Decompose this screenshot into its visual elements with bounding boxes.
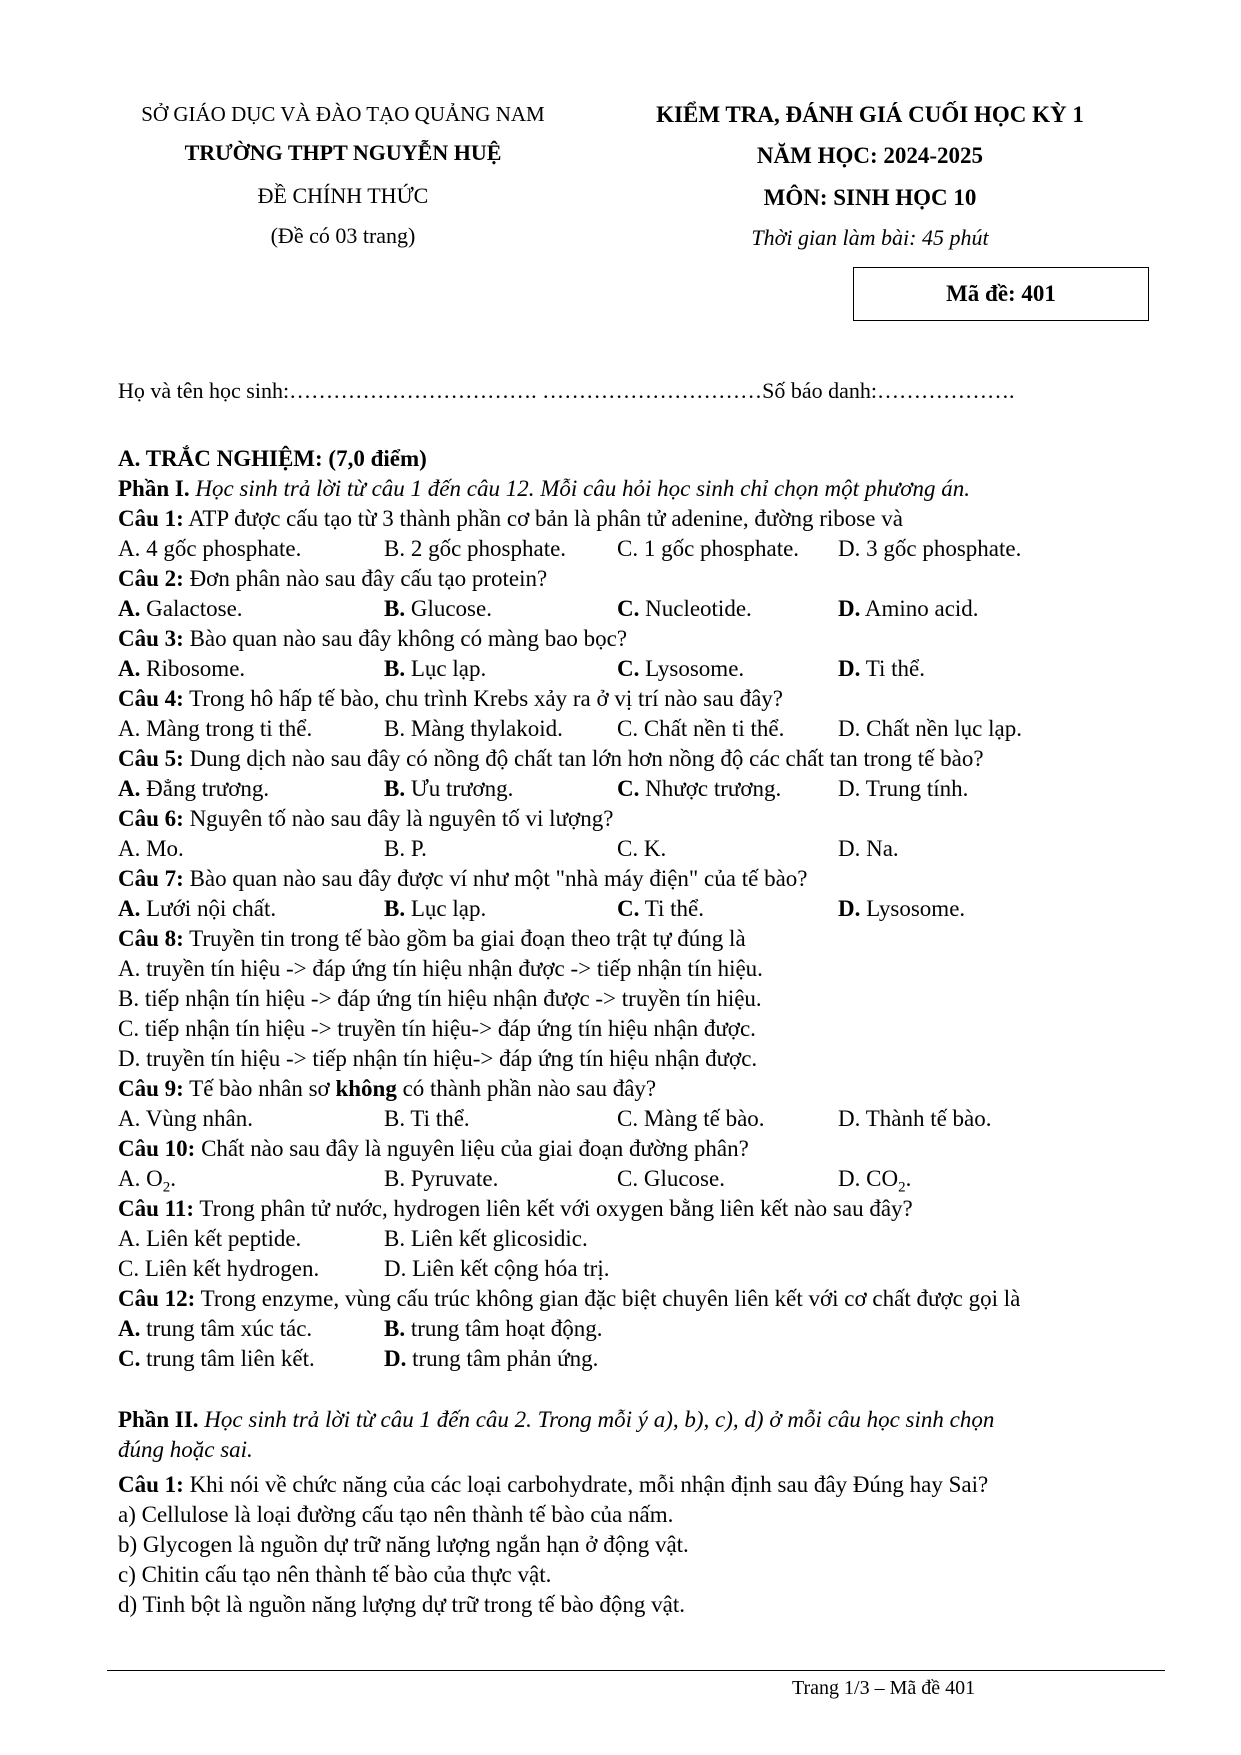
- q10-option-b: B. Pyruvate.: [384, 1166, 499, 1191]
- question-text: Dung dịch nào sau đây có nồng độ chất tan lớn hơn nồng độ các chất tan trong tế bào?: [189, 746, 984, 771]
- question-text: Khi nói về chức năng của các loại carbohydrate, mỗi nhận định sau đây Đúng hay Sai?: [189, 1472, 989, 1497]
- q4-option-b: B. Màng thylakoid.: [384, 716, 563, 741]
- q12-option-b: B. trung tâm hoạt động.: [384, 1316, 603, 1341]
- exam-code-box: [853, 267, 1149, 321]
- question-label: Câu 7:: [118, 866, 184, 891]
- question-label: Câu 1:: [118, 506, 184, 531]
- q4-option-c: C. Chất nền ti thể.: [617, 716, 785, 741]
- q5-option-b: B. Ưu trương.: [384, 776, 514, 801]
- part2-instruction-line1: [118, 1405, 994, 1435]
- q10-option-c: C. Glucose.: [617, 1166, 725, 1191]
- q2-option-c: C. Nucleotide.: [617, 596, 752, 621]
- q1-option-a: A. 4 gốc phosphate.: [118, 536, 302, 561]
- q5-option-c: C. Nhược trương.: [617, 776, 782, 801]
- part2-q1-statement-d: d) Tinh bột là nguồn năng lượng dự trữ trong tế bào động vật.: [118, 1592, 686, 1617]
- q9-option-b: B. Ti thể.: [384, 1106, 470, 1131]
- part1-instruction: [118, 474, 970, 504]
- q7-option-b: B. Lục lạp.: [384, 896, 487, 921]
- student-info-line: Họ và tên học sinh:……………………………. …………………………Số báo danh:……………….: [118, 378, 1015, 403]
- subject: MÔN: SINH HỌC 10: [763, 185, 977, 210]
- exam-code: Mã đề: 401: [946, 281, 1056, 306]
- q2-option-d: D. Amino acid.: [838, 596, 979, 621]
- question-text: Đơn phân nào sau đây cấu tạo protein?: [189, 566, 548, 591]
- part2-q1-statement-a: a) Cellulose là loại đường cấu tạo nên thành tế bào của nấm.: [118, 1502, 674, 1527]
- q6-option-c: C. K.: [617, 836, 667, 861]
- question-text: Trong enzyme, vùng cấu trúc không gian đặc biệt chuyên liên kết với cơ chất được gọi là: [200, 1286, 1021, 1311]
- footer-divider: [107, 1670, 1165, 1671]
- q2-option-a: A. Galactose.: [118, 596, 243, 621]
- question-label: Câu 6:: [118, 806, 184, 831]
- q7-option-d: D. Lysosome.: [838, 896, 966, 921]
- question-label: Câu 2:: [118, 566, 184, 591]
- question-text: Bào quan nào sau đây không có màng bao bọc?: [189, 626, 628, 651]
- question-text-post: có thành phần nào sau đây?: [402, 1076, 657, 1101]
- part2-instruction-line2: đúng hoặc sai.: [118, 1437, 253, 1462]
- q1-option-d: D. 3 gốc phosphate.: [838, 536, 1022, 561]
- q11-option-a: A. Liên kết peptide.: [118, 1226, 302, 1251]
- q11-option-b: B. Liên kết glicosidic.: [384, 1226, 588, 1251]
- q9-option-d: D. Thành tế bào.: [838, 1106, 992, 1131]
- q4-option-d: D. Chất nền lục lạp.: [838, 716, 1022, 741]
- question-6: [118, 804, 613, 834]
- question-2: [118, 564, 547, 594]
- question-label: Câu 11:: [118, 1196, 195, 1221]
- q12-option-d: D. trung tâm phản ứng.: [384, 1346, 599, 1371]
- q3-option-a: A. Ribosome.: [118, 656, 246, 681]
- q7-option-a: A. Lưới nội chất.: [118, 896, 277, 921]
- official-label: ĐỀ CHÍNH THỨC: [257, 183, 429, 208]
- question-label: Câu 10:: [118, 1136, 196, 1161]
- q9-option-a: A. Vùng nhân.: [118, 1106, 254, 1131]
- q3-option-d: D. Ti thể.: [838, 656, 925, 681]
- question-text: ATP được cấu tạo từ 3 thành phần cơ bản là phân tử adenine, đường ribose và: [188, 506, 903, 531]
- q6-option-d: D. Na.: [838, 836, 899, 861]
- q10-option-a: A. $O_2$.: [118, 1166, 176, 1196]
- q6-option-a: A. Mo.: [118, 836, 184, 861]
- question-text: Nguyên tố nào sau đây là nguyên tố vi lượng?: [189, 806, 614, 831]
- q5-option-d: D. Trung tính.: [838, 776, 969, 801]
- question-text: Truyền tin trong tế bào gồm ba giai đoạn theo trật tự đúng là: [189, 926, 746, 951]
- part2-text: Học sinh trả lời từ câu 1 đến câu 2. Trong mỗi ý a), b), c), d) ở mỗi câu học sinh chọn: [204, 1407, 995, 1432]
- question-text: Bào quan nào sau đây được ví như một "nhà máy điện" của tế bào?: [189, 866, 808, 891]
- part1-label: Phần I.: [118, 476, 190, 501]
- question-text: Trong phân tử nước, hydrogen liên kết với oxygen bằng liên kết nào sau đây?: [199, 1196, 913, 1221]
- q7-option-c: C. Ti thể.: [617, 896, 704, 921]
- q8-option-d: D. truyền tín hiệu -> tiếp nhận tín hiệu-> đáp ứng tín hiệu nhận được.: [118, 1046, 758, 1071]
- q11-option-c: C. Liên kết hydrogen.: [118, 1256, 320, 1281]
- school-name: TRƯỜNG THPT NGUYỄN HUỆ: [184, 140, 502, 165]
- question-5: [118, 744, 984, 774]
- q9-option-c: C. Màng tế bào.: [617, 1106, 765, 1131]
- exam-title: KIỂM TRA, ĐÁNH GIÁ CUỐI HỌC KỲ 1: [656, 102, 1084, 127]
- q5-option-a: A. Đẳng trương.: [118, 776, 270, 801]
- duration: Thời gian làm bài: 45 phút: [751, 225, 989, 250]
- part1-text: Học sinh trả lời từ câu 1 đến câu 12. Mỗi câu hỏi học sinh chỉ chọn một phương án.: [195, 476, 971, 501]
- question-1: [118, 504, 903, 534]
- question-9: [118, 1074, 656, 1104]
- question-label: Câu 5:: [118, 746, 184, 771]
- part2-q1-statement-b: b) Glycogen là nguồn dự trữ năng lượng ngắn hạn ở động vật.: [118, 1532, 689, 1557]
- q11-option-d: D. Liên kết cộng hóa trị.: [384, 1256, 610, 1281]
- question-label: Câu 1:: [118, 1472, 184, 1497]
- question-8: [118, 924, 746, 954]
- pages-note: (Đề có 03 trang): [270, 223, 416, 248]
- question-12: [118, 1284, 1020, 1314]
- q12-option-c: C. trung tâm liên kết.: [118, 1346, 315, 1371]
- part2-question-1: [118, 1470, 988, 1500]
- question-7: [118, 864, 808, 894]
- question-11: [118, 1194, 913, 1224]
- question-label: Câu 4:: [118, 686, 184, 711]
- question-label: Câu 8:: [118, 926, 184, 951]
- question-text: Chất nào sau đây là nguyên liệu của giai đoạn đường phân?: [201, 1136, 749, 1161]
- q8-option-a: A. truyền tín hiệu -> đáp ứng tín hiệu nhận được -> tiếp nhận tín hiệu.: [118, 956, 763, 981]
- q3-option-c: C. Lysosome.: [617, 656, 745, 681]
- question-3: [118, 624, 627, 654]
- question-text-pre: Tế bào nhân sơ: [189, 1076, 330, 1101]
- question-label: Câu 3:: [118, 626, 184, 651]
- question-text-emphasis: không: [335, 1076, 397, 1101]
- q6-option-b: B. P.: [384, 836, 427, 861]
- section-a-title: A. TRẮC NGHIỆM: (7,0 điểm): [118, 446, 427, 471]
- q4-option-a: A. Màng trong ti thể.: [118, 716, 313, 741]
- q8-option-c: C. tiếp nhận tín hiệu -> truyền tín hiệu-> đáp ứng tín hiệu nhận được.: [118, 1016, 756, 1041]
- q3-option-b: B. Lục lạp.: [384, 656, 487, 681]
- q12-option-a: A. trung tâm xúc tác.: [118, 1316, 313, 1341]
- q1-option-b: B. 2 gốc phosphate.: [384, 536, 567, 561]
- question-label: Câu 9:: [118, 1076, 184, 1101]
- part2-label: Phần II.: [118, 1407, 199, 1432]
- question-text: Trong hô hấp tế bào, chu trình Krebs xảy ra ở vị trí nào sau đây?: [189, 686, 784, 711]
- q8-option-b: B. tiếp nhận tín hiệu -> đáp ứng tín hiệu nhận được -> truyền tín hiệu.: [118, 986, 762, 1011]
- q10-option-d: D. $CO_2$.: [838, 1166, 912, 1196]
- school-year: NĂM HỌC: 2024-2025: [756, 143, 984, 168]
- page-footer: Trang 1/3 – Mã đề 401: [792, 1677, 976, 1699]
- question-label: Câu 12:: [118, 1286, 196, 1311]
- q2-option-b: B. Glucose.: [384, 596, 492, 621]
- q1-option-c: C. 1 gốc phosphate.: [617, 536, 800, 561]
- question-10: [118, 1134, 749, 1164]
- question-4: [118, 684, 783, 714]
- part2-q1-statement-c: c) Chitin cấu tạo nên thành tế bào của thực vật.: [118, 1562, 552, 1587]
- department-name: SỞ GIÁO DỤC VÀ ĐÀO TẠO QUẢNG NAM: [141, 102, 545, 126]
